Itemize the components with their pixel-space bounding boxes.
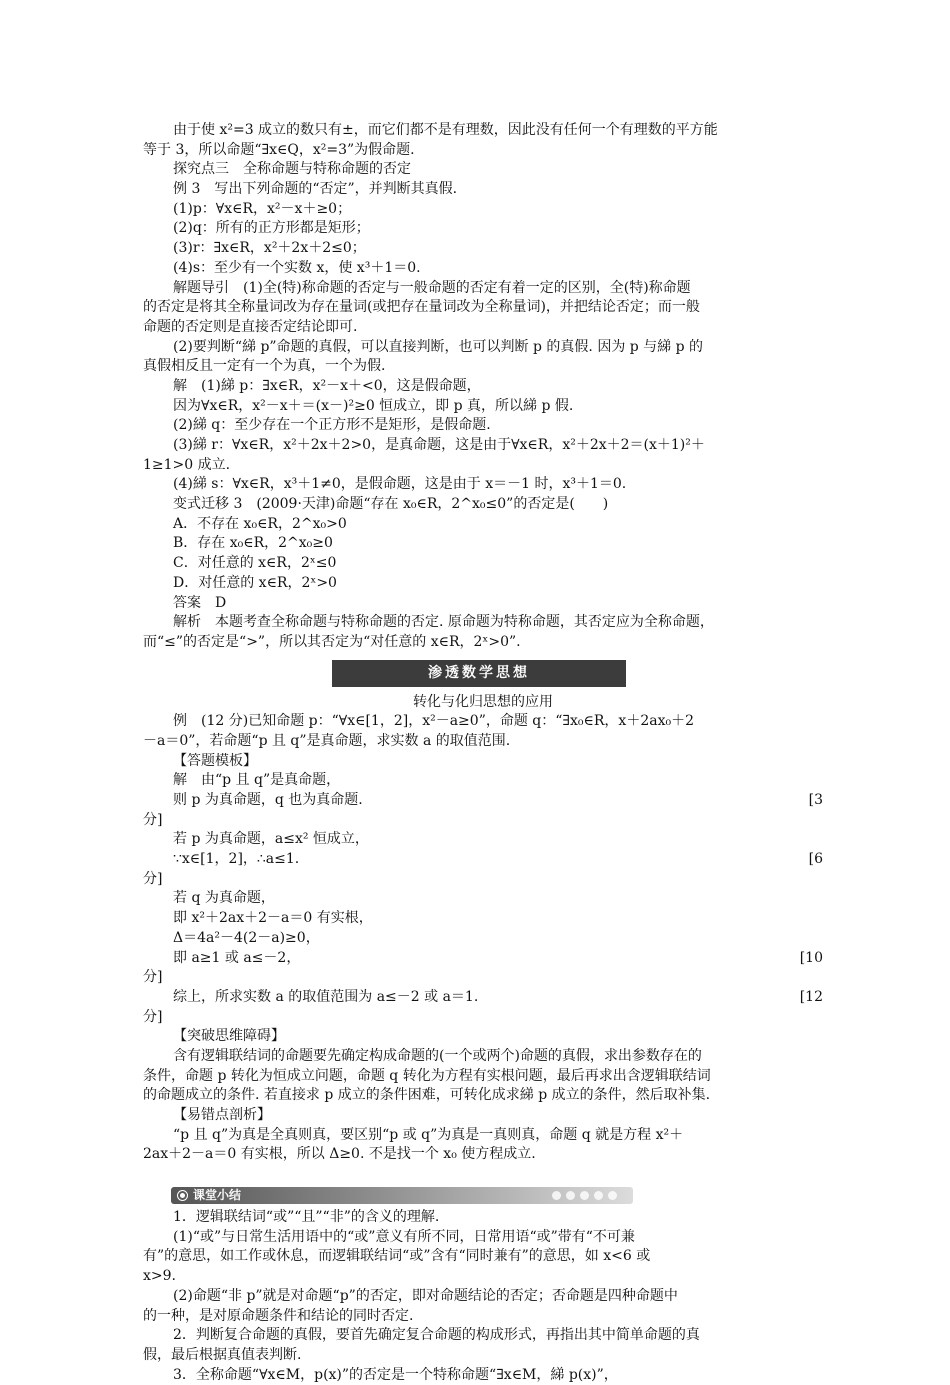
score-suffix: 分]: [143, 870, 163, 887]
text-line: 2ax＋2－a＝0 有实根，所以 Δ≥0. 不是找一个 x₀ 使方程成立.: [143, 1146, 536, 1163]
text-line: (3)綈 r：∀x∈R，x²＋2x＋2>0，是真命题，这是由于∀x∈R，x²＋2x＋2＝(x＋1)²＋: [173, 437, 705, 453]
text-line: 等于 3，所以命题“∃x∈Q，x²=3”为假命题.: [143, 141, 415, 158]
score-label: [12: [799, 988, 823, 1005]
text-line: 假，最后根据真值表判断.: [143, 1346, 302, 1363]
text-line: 3．全称命题“∀x∈M，p(x)”的否定是一个特称命题“∃x∈M，綈 p(x)”，: [173, 1366, 618, 1383]
text-line: 1．逻辑联结词“或”“且”“非”的含义的理解.: [173, 1209, 440, 1226]
section-subtitle: 转化与化归思想的应用: [413, 693, 553, 710]
text-line: (2)綈 q：至少存在一个正方形不是矩形，是假命题.: [173, 417, 491, 434]
score-line: [143, 791, 823, 811]
text-line: 解 (1)綈 p：∃x∈R，x²－x＋<0，这是假命题，: [173, 377, 481, 394]
text-line: 解 由“p 且 q”是真命题，: [173, 772, 341, 789]
text-span: 则 p 为真命题，q 也为真命题.: [173, 792, 363, 808]
target-circle-icon: [177, 1190, 188, 1201]
summary-header-bar: [171, 1187, 633, 1204]
score-line: [143, 988, 823, 1008]
text-line: 而“≤”的否定是“>”，所以其否定为“对任意的 x∈R，2ˣ>0”.: [143, 633, 521, 650]
list-item: (4)s：至少有一个实数 x，使 x³＋1＝0.: [173, 259, 421, 276]
text-line: x>9.: [143, 1268, 176, 1285]
text-line: Δ＝4a²－4(2－a)≥0，: [173, 929, 320, 946]
section-heading: 探究点三 全称命题与特称命题的否定: [173, 161, 411, 178]
text-line: －a＝0”，若命题“p 且 q”是真命题，求实数 a 的取值范围.: [143, 732, 511, 749]
text-line: 若 p 为真命题，a≤x² 恒成立，: [173, 831, 369, 848]
option-item: D．对任意的 x∈R，2ˣ>0: [173, 574, 337, 591]
text-line: 因为∀x∈R，x²－x＋＝(x－)²≥0 恒成立，即 p 真，所以綈 p 假.: [173, 397, 574, 414]
text-line: 的命题成立的条件. 若直接求 p 成立的条件困难，可转化成求綈 p 成立的条件，然后取补集.: [143, 1087, 711, 1104]
text-line: 命题的否定则是直接否定结论即可.: [143, 318, 358, 335]
text-line: 例 (12 分)已知命题 p：“∀x∈[1，2]，x²－a≥0”，命题 q：“∃x₀∈R，x＋2ax₀＋2: [173, 713, 694, 730]
text-line: 含有逻辑联结词的命题要先确定构成命题的(一个或两个)命题的真假，求出参数存在的: [173, 1047, 702, 1064]
text-line: 即 x²＋2ax＋2－a＝0 有实根，: [173, 910, 373, 927]
text-span: 即 a≥1 或 a≤－2，: [173, 949, 301, 966]
text-line: 有”的意思，如工作或休息，而逻辑联结词“或”含有“同时兼有”的意思，如 x<6 或: [143, 1248, 651, 1265]
text-span: ∵x∈[1，2]，∴a≤1.: [173, 851, 300, 868]
text-line: (1)“或”与日常生活用语中的“或”意义有所不同，日常用语“或”带有“不可兼: [173, 1228, 635, 1245]
subheading: 【答题模板】: [173, 752, 257, 769]
decorative-dots-icon: [552, 1191, 617, 1200]
content: [143, 121, 823, 1385]
text-line: (2)要判断“綈 p”命题的真假，可以直接判断，也可以判断 p 的真假. 因为 p 与綈 p 的: [173, 338, 704, 355]
text-line: 的否定是将其全称量词改为存在量词(或把存在量词改为全称量词)，并把结论否定；而一般: [143, 299, 700, 316]
score-line: [143, 850, 823, 870]
option-item: A．不存在 x₀∈R，2^x₀>0: [173, 515, 347, 532]
text-line: 条件，命题 p 转化为恒成立问题，命题 q 转化为方程有实根问题，最后再求出含逻辑联结词: [143, 1067, 711, 1084]
text-line: 的一种，是对原命题条件和结论的同时否定.: [143, 1307, 414, 1324]
text-line: (2)命题“非 p”就是对命题“p”的否定，即对命题结论的否定；否命题是四种命题中: [173, 1287, 678, 1304]
answer: 答案 D: [173, 594, 227, 611]
score-suffix: 分]: [143, 811, 163, 828]
score-suffix: 分]: [143, 969, 163, 986]
text-span: 综上，所求实数 a 的取值范围为 a≤－2 或 a＝1.: [173, 988, 479, 1005]
list-item: (2)q：所有的正方形都是矩形；: [173, 220, 370, 237]
option-item: B．存在 x₀∈R，2^x₀≥0: [173, 535, 333, 552]
variant-title: 变式迁移 3 (2009·天津)命题“存在 x₀∈R，2^x₀≤0”的否定是( ): [173, 496, 609, 513]
score-line: [143, 949, 823, 969]
text-line: (4)綈 s：∀x∈R，x³＋1≠0，是假命题，这是由于 x＝－1 时，x³＋1＝0.: [173, 476, 627, 493]
text-line: 若 q 为真命题，: [173, 890, 275, 907]
text-line: 2．判断复合命题的真假，要首先确定复合命题的构成形式，再指出其中简单命题的真: [173, 1327, 700, 1344]
text-line: 解题导引 (1)全(特)称命题的否定与一般命题的否定有着一定的区别，全(特)称命题: [173, 279, 691, 296]
subheading: 【突破思维障碍】: [173, 1028, 285, 1045]
score-label: [3: [808, 792, 823, 808]
text-line: “p 且 q”为真是全真则真，要区别“p 或 q”为真是一真则真，命题 q 就是方程 x²＋: [173, 1126, 684, 1143]
text-line: 解析 本题考查全称命题与特称命题的否定. 原命题为特称命题，其否定应为全称命题，: [173, 614, 714, 631]
section-banner: 渗透数学思想: [332, 660, 626, 687]
score-suffix: 分]: [143, 1008, 163, 1025]
subheading: 【易错点剖析】: [173, 1107, 271, 1123]
list-item: (1)p：∀x∈R，x²－x＋≥0；: [173, 200, 352, 217]
text-line: 由于使 x²=3 成立的数只有±，而它们都不是有理数，因此没有任何一个有理数的平方能: [173, 122, 718, 138]
score-label: [10: [799, 949, 823, 966]
summary-label: 课堂小结: [193, 1188, 242, 1203]
example-title: 例 3 写出下列命题的“否定”，并判断其真假.: [173, 181, 458, 198]
text-line: 真假相反且一定有一个为真，一个为假.: [143, 358, 386, 375]
option-item: C．对任意的 x∈R，2ˣ≤0: [173, 555, 337, 572]
list-item: (3)r：∃x∈R，x²＋2x＋2≤0；: [173, 240, 366, 257]
score-label: [6: [808, 851, 823, 868]
text-line: 1≥1>0 成立.: [143, 456, 231, 473]
